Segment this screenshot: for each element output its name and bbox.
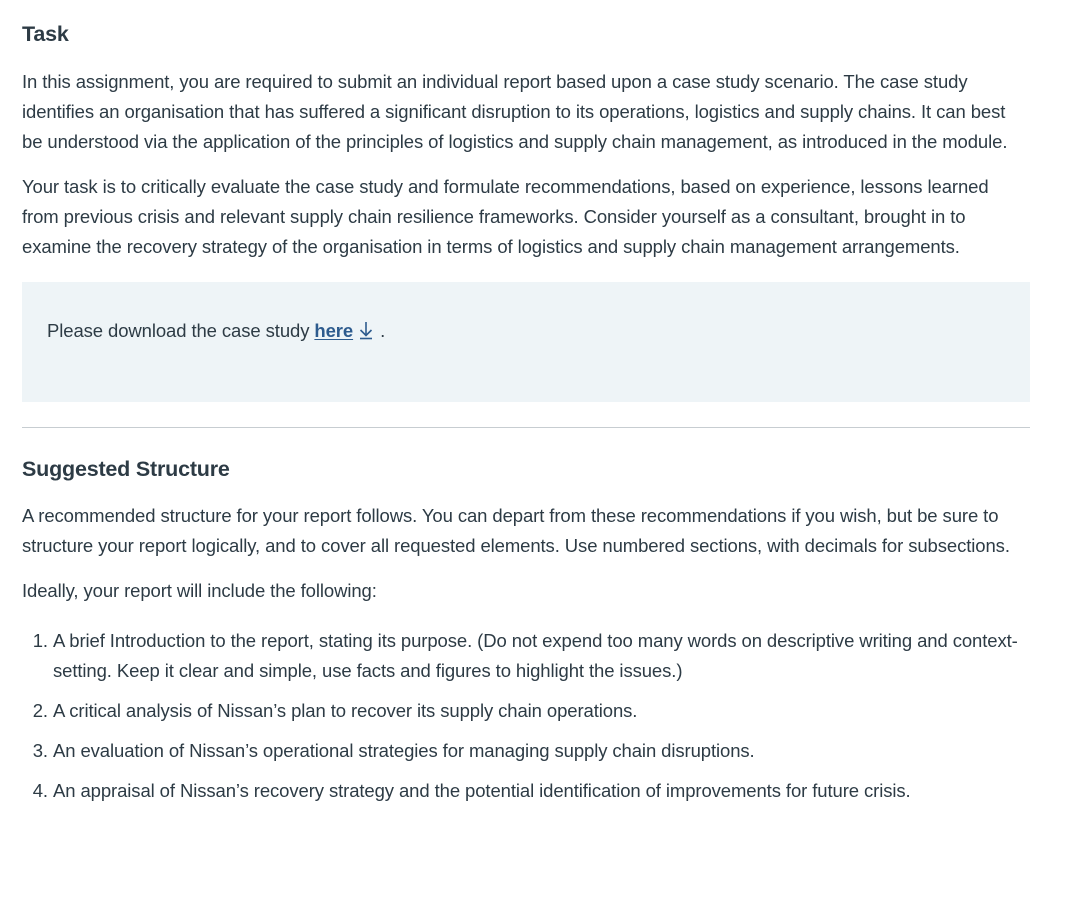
list-item: 3. An evaluation of Nissan’s operational strategies for managing supply chain disruptions. [53, 736, 1030, 766]
structure-paragraph-list-intro: Ideally, your report will include the following: [22, 580, 377, 601]
suggested-structure-heading: Suggested Structure [22, 457, 230, 481]
structure-paragraph-intro: A recommended structure for your report follows. You can depart from these recommendations if you wish, but be sure to structure your report logically, and to cover all requested elements. Use numbered sections, with decimals for subsections. [22, 505, 1010, 556]
download-text-after: . [375, 320, 386, 341]
list-item: 4. An appraisal of Nissan’s recovery strategy and the potential identification of improvements for future crisis. [53, 776, 1030, 806]
list-item: 1. A brief Introduction to the report, stating its purpose. (Do not expend too many words on descriptive writing and context-setting. Keep it clear and simple, use facts and figures to highlight the issues.) [53, 626, 1030, 686]
download-callout-text [47, 316, 1005, 346]
case-study-download-link[interactable]: here [314, 320, 354, 341]
task-paragraph-intro: In this assignment, you are required to submit an individual report based upon a case study scenario. The case study identifies an organisation that has suffered a significant disruption to its operations, logistics and supply chains. It can best be understood via the application of the principles of logistics and supply chain management, as introduced in the module. [22, 71, 1008, 152]
task-heading: Task [22, 22, 69, 46]
list-item: 2. A critical analysis of Nissan’s plan to recover its supply chain operations. [53, 696, 1030, 726]
download-arrow-icon[interactable] [357, 319, 375, 339]
download-callout [22, 282, 1030, 402]
report-structure-list [22, 626, 1030, 806]
section-divider [22, 427, 1030, 428]
download-text-before: Please download the case study [47, 320, 315, 341]
task-paragraph-instructions: Your task is to critically evaluate the case study and formulate recommendations, based on experience, lessons learned from previous crisis and relevant supply chain resilience frameworks. Consider yourself as a consultant, brought in to examine the recovery strategy of the organisation in terms of logistics and supply chain management arrangements. [22, 176, 989, 257]
